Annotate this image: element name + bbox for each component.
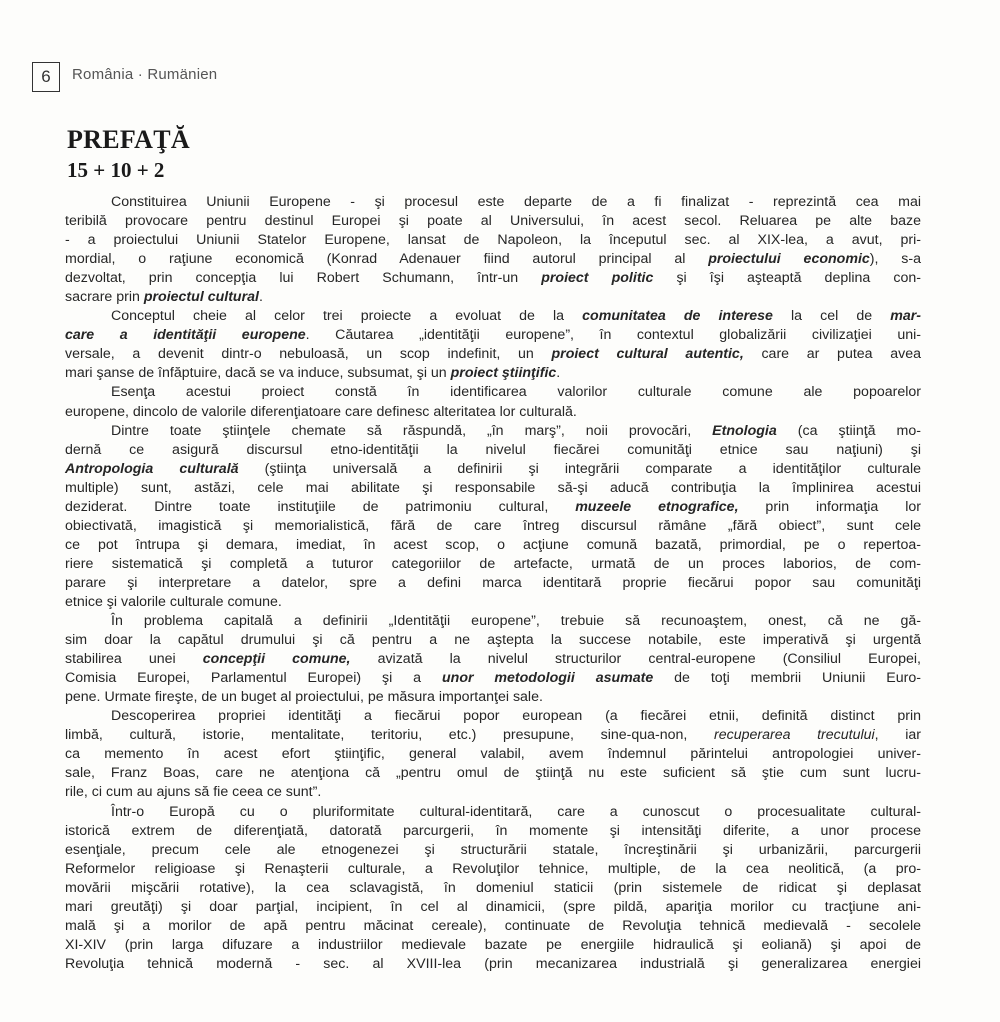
text-run: rile, ci cum au ajuns să fie ceea ce sunt”. (65, 784, 322, 801)
text-run: limbă, cultură, istorie, mentalitate, teritoriu, etc.) presupune, sine-qua-non, (65, 727, 714, 744)
text-line (65, 936, 921, 955)
text-run: Reformelor religioase şi Renaşterii culturale, a Revoluţilor tehnice, multiple, de la cea neolitică, (a pro- (65, 860, 921, 877)
text-run: Într-o Europă cu o pluriformitate cultural-identitară, care a cunoscut o procesualitate cultural- (111, 803, 921, 820)
text-run: mală şi a morilor de apă pentru măcinat cereale), continuate de Revoluţia tehnică medievală - secolele (65, 917, 921, 934)
text-run: mordial, o raţiune economică (Konrad Adenauer fiind autorul principal al (65, 251, 709, 268)
text-line (65, 193, 921, 212)
text-run: ce pot întrupa şi demara, imediat, în acest scop, o acţiune comună bazată, primordial, pe o repertoa- (65, 536, 921, 553)
text-run: la cel de (772, 308, 891, 325)
text-run: versale, a devenit dintr-o nebuloasă, un scop indefinit, un (65, 346, 552, 363)
text-line (65, 879, 921, 898)
text-line (65, 422, 921, 441)
page-title: PREFAŢĂ (67, 125, 190, 154)
text-line (65, 898, 921, 917)
running-header: România · Rumänien (72, 66, 218, 83)
emphasis-text: Antropologia culturală (65, 460, 239, 477)
text-line (65, 745, 921, 764)
text-run: (ca ştiinţă mo- (776, 422, 921, 439)
text-line (65, 212, 921, 231)
text-line (65, 383, 921, 402)
page-number: 6 (41, 67, 51, 86)
text-line (65, 441, 921, 460)
text-line (65, 536, 921, 555)
text-run: sacrare prin (65, 289, 144, 306)
text-run: sim doar la capătul drumului şi că pentru a ne aştepta la succese notabile, este imperativă şi urgentă (65, 632, 921, 649)
text-run: Esenţa acestui proiect constă în identificarea valorilor culturale comune ale popoarelor (111, 384, 921, 401)
text-run: . (556, 365, 561, 382)
text-run: mari greutăţi) şi doar parţial, incipient, în cel al dinamicii, (spre pildă, apariţia morilor cu tracţiune ani- (65, 898, 921, 915)
text-run: parare şi interpretare a datelor, spre a defini marca identitară proprie fiecărui popor sau comunităţi (65, 574, 921, 591)
text-line (65, 269, 921, 288)
page-number-box (32, 62, 60, 92)
text-run: În problema capitală a definirii „Identităţii europene”, trebuie să recunoaştem, onest, că ne gă- (111, 613, 921, 630)
text-line (65, 726, 921, 745)
text-line (65, 860, 921, 879)
text-line (65, 707, 921, 726)
text-line (65, 612, 921, 631)
text-run: stabilirea unei (65, 651, 203, 668)
text-run: Dintre toate ştiinţele chemate să răspundă, „în marş”, noii provocări, (111, 422, 713, 439)
emphasis-text: mar- (890, 308, 921, 325)
text-run: dezvoltat, prin concepţia lui Robert Schumann, într-un (65, 270, 542, 287)
text-line (65, 841, 921, 860)
text-run: ca memento în acest efort ştiinţific, general valabil, avem îndemnul părintelui antropologiei univer- (65, 746, 921, 763)
text-line (65, 498, 921, 517)
text-run: Revoluţia tehnică modernă - sec. al XVIII-lea (prin mecanizarea industrială şi generalizarea energiei (65, 955, 921, 972)
text-run: mari şanse de înfăptuire, dacă se va induce, subsumat, şi un (65, 365, 451, 382)
text-run: XI-XIV (prin larga difuzare a industriilor medievale bazate pe energiile hidraulică şi eoliană) şi apoi de (65, 936, 921, 953)
text-line (65, 555, 921, 574)
text-line (65, 364, 921, 383)
emphasis-text: concepţii comune, (202, 651, 351, 668)
emphasis-text: proiect cultural autentic, (551, 346, 744, 363)
text-run: prin informaţia lor (738, 498, 921, 515)
text-run: Conceptul cheie al celor trei proiecte a evoluat de la (111, 308, 583, 325)
text-line (65, 479, 921, 498)
text-line (65, 669, 921, 688)
text-run: avizată la nivelul structurilor central-europene (Consiliul Europei, (350, 651, 921, 668)
text-line (65, 955, 921, 974)
text-run: obiectivată, imagistică şi memorialistică, fără de care întreg discursul rămâne „fără obiect”, sunt cele (65, 517, 921, 534)
text-run: , iar (874, 727, 921, 744)
text-run: care ar putea avea (743, 346, 922, 363)
text-line (65, 460, 921, 479)
text-line (65, 403, 921, 422)
text-line (65, 517, 921, 536)
text-line (65, 307, 921, 326)
text-run: Comisia Europei, Parlamentul Europei) şi a (65, 670, 442, 687)
text-run: pene. Urmate fireşte, de un buget al proiectului, pe măsura importanţei sale. (65, 689, 543, 706)
text-line (65, 917, 921, 936)
text-run: dernă ce asigură discursul etno-identităţii la nivelul fiecărei comunităţi etnice sau naţiuni) şi (65, 441, 921, 458)
text-run: esenţiale, precum cele ale etnogenezei şi structurării statale, încreştinării şi urbanizării, parcurgerii (65, 841, 921, 858)
emphasis-text: unor metodologii asumate (441, 670, 654, 687)
body-text (65, 193, 921, 974)
text-line (65, 650, 921, 669)
text-line (65, 631, 921, 650)
text-run: movării mişcării rotative), la cea sclavagistă, în domeniul staticii (prin sistemele de ridicat şi deplasat (65, 879, 921, 896)
text-line (65, 688, 921, 707)
text-run: . Căutarea „identităţii europene”, în contextul globalizării civilizaţiei uni- (305, 327, 921, 344)
text-run: (ştiinţa universală a definirii şi integrării comparate a identităţilor culturale (238, 460, 921, 477)
emphasis-text: recuperarea trecutului (713, 727, 875, 744)
emphasis-text: proiect ştiinţific (450, 365, 557, 382)
text-run: şi îşi aşteaptă deplina con- (653, 270, 921, 287)
text-line (65, 250, 921, 269)
text-line (65, 822, 921, 841)
text-run: Constituirea Uniunii Europene - şi procesul este departe de a fi finalizat - reprezintă cea mai (111, 194, 921, 210)
text-run: sale, Franz Boas, care ne atenţiona că „pentru omul de ştiinţă nu este suficient să ştie cum sunt lucru- (65, 765, 921, 782)
text-run: etnice şi valorile culturale comune. (65, 593, 282, 610)
text-line (65, 574, 921, 593)
emphasis-text: Etnologia (712, 422, 777, 439)
text-line (65, 345, 921, 364)
text-run: riere sistematică şi completă a tuturor categoriilor de artefacte, urmată de un proces laborios, de com- (65, 555, 921, 572)
text-run: multiple) sunt, astăzi, cele mai abilitate şi responsabile să-şi aducă contribuţia la împlinirea acestui (65, 479, 921, 496)
text-line (65, 288, 921, 307)
page-subtitle: 15 + 10 + 2 (67, 158, 165, 182)
emphasis-text: muzeele etnografice, (575, 498, 739, 515)
text-run: teribilă provocare pentru destinul Europei şi poate al Universului, în acest secol. Reluarea pe alte baze (65, 213, 921, 230)
text-run: - a proiectului Uniunii Statelor Europene, lansat de Napoleon, la începutul sec. al XIX-lea, a avut, pri- (65, 232, 921, 249)
text-run: Descoperirea propriei identităţi a fiecărui popor european (a fiecărei etnii, definită distinct prin (111, 708, 921, 725)
text-line (65, 231, 921, 250)
emphasis-text: proiect politic (541, 270, 654, 287)
text-run: europene, dincolo de valorile diferenţiatoare care definesc alteritatea lor culturală. (65, 403, 577, 420)
text-line (65, 764, 921, 783)
emphasis-text: comunitatea de interese (582, 308, 773, 325)
text-line (65, 326, 921, 345)
emphasis-text: proiectului economic (708, 251, 870, 268)
text-line (65, 803, 921, 822)
text-run: . (258, 289, 263, 306)
text-run: deziderat. Dintre toate instituţiile de patrimoniu cultural, (65, 498, 576, 515)
emphasis-text: proiectul cultural (143, 289, 259, 306)
text-run: istorică extrem de diferenţiată, datorată parcurgerii, în momente şi intensităţi diferite, a unor procese (65, 822, 921, 839)
text-line (65, 593, 921, 612)
text-run: ), s-a (869, 251, 922, 268)
text-line (65, 783, 921, 802)
emphasis-text: care a identităţii europene (65, 327, 306, 344)
text-run: de toţi membrii Uniunii Euro- (653, 670, 922, 687)
